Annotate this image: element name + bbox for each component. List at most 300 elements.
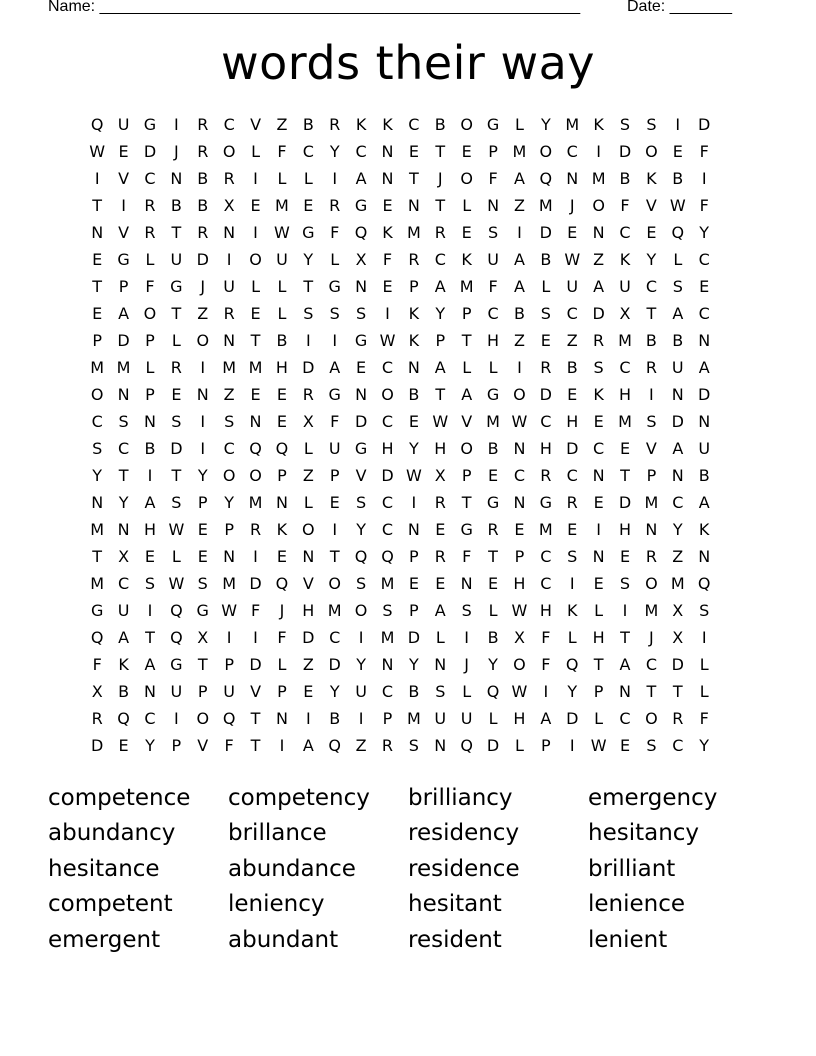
word-bank-item: competent	[48, 891, 173, 918]
grid-letter: L	[251, 277, 260, 296]
grid-letter: R	[302, 385, 314, 404]
grid-letter: E	[461, 142, 472, 161]
grid-letter: R	[144, 196, 156, 215]
grid-letter: C	[144, 169, 156, 188]
grid-letter: P	[488, 142, 498, 161]
grid-letter: U	[170, 250, 183, 269]
grid-letter: S	[646, 412, 657, 431]
grid-letter: S	[224, 412, 235, 431]
grid-letter: I	[596, 520, 601, 539]
grid-letter: K	[593, 385, 604, 404]
grid-letter: L	[567, 628, 577, 647]
grid-letter: F	[382, 250, 393, 269]
grid-letter: O	[592, 196, 605, 215]
grid-letter: P	[461, 304, 472, 323]
grid-letter: L	[303, 493, 313, 512]
grid-letter: I	[649, 385, 654, 404]
grid-letter: I	[174, 709, 179, 728]
grid-letter: F	[277, 142, 287, 161]
grid-letter: M	[618, 412, 632, 431]
grid-letter: P	[145, 385, 155, 404]
grid-letter: P	[277, 466, 287, 485]
grid-letter: E	[593, 574, 604, 593]
grid-letter: G	[170, 277, 183, 296]
grid-letter: B	[170, 196, 182, 215]
grid-letter: R	[170, 358, 182, 377]
grid-letter: Y	[488, 655, 498, 674]
grid-letter: G	[486, 493, 500, 512]
grid-letter: A	[434, 601, 446, 620]
grid-letter: P	[92, 331, 103, 350]
grid-letter: E	[567, 520, 578, 539]
grid-letter: N	[381, 169, 394, 188]
grid-letter: I	[94, 169, 100, 188]
grid-letter: L	[541, 277, 551, 296]
word-bank-item: abundancy	[48, 820, 176, 847]
grid-row	[84, 138, 744, 165]
grid-letter: S	[540, 304, 551, 323]
word-bank-item: brilliancy	[408, 784, 513, 811]
grid-letter: A	[513, 169, 525, 188]
grid-letter: S	[646, 736, 657, 755]
grid-letter: L	[277, 304, 287, 323]
grid-letter: D	[618, 142, 632, 161]
grid-letter: L	[673, 250, 683, 269]
grid-letter: K	[408, 304, 420, 323]
grid-letter: S	[303, 304, 314, 323]
grid-letter: L	[514, 115, 524, 134]
grid-row	[84, 732, 744, 759]
grid-letter: I	[279, 736, 285, 755]
word-bank-item: leniency	[228, 891, 325, 918]
grid-letter: Q	[697, 574, 711, 593]
grid-letter: L	[514, 736, 524, 755]
grid-letter: S	[382, 601, 393, 620]
grid-letter: L	[594, 601, 604, 620]
grid-letter: N	[91, 223, 104, 242]
grid-letter: N	[434, 655, 447, 674]
grid-letter: D	[117, 331, 130, 350]
grid-letter: N	[196, 385, 209, 404]
grid-letter: S	[118, 412, 129, 431]
grid-letter: Y	[329, 142, 340, 161]
grid-letter: H	[513, 709, 526, 728]
grid-letter: B	[434, 115, 446, 134]
grid-letter: P	[224, 520, 234, 539]
grid-letter: D	[539, 385, 552, 404]
grid-letter: E	[92, 304, 103, 323]
grid-row	[84, 678, 744, 705]
grid-letter: W	[274, 223, 290, 242]
grid-letter: W	[379, 331, 396, 350]
grid-letter: O	[645, 709, 658, 728]
grid-letter: F	[620, 196, 630, 215]
grid-letter: A	[672, 439, 684, 458]
word-bank-item: hesitance	[48, 855, 160, 882]
grid-letter: Y	[435, 304, 446, 323]
grid-letter: Z	[672, 547, 684, 566]
grid-row	[84, 570, 744, 597]
grid-letter: C	[672, 493, 684, 512]
grid-letter: E	[619, 547, 631, 566]
grid-letter: K	[382, 115, 393, 134]
grid-letter: A	[434, 358, 446, 377]
grid-letter: A	[593, 277, 605, 296]
grid-letter: B	[487, 628, 499, 647]
grid-letter: I	[253, 628, 258, 647]
grid-letter: H	[618, 520, 632, 539]
grid-letter: I	[253, 223, 258, 242]
grid-letter: T	[461, 493, 472, 512]
grid-letter: Z	[197, 304, 209, 323]
grid-letter: P	[409, 277, 419, 296]
grid-letter: P	[461, 466, 472, 485]
grid-letter: L	[330, 250, 340, 269]
grid-letter: Q	[170, 601, 183, 620]
grid-letter: C	[645, 655, 657, 674]
grid-letter: V	[461, 412, 473, 431]
grid-letter: Z	[223, 385, 235, 404]
grid-letter: W	[590, 736, 607, 755]
grid-letter: Q	[671, 223, 685, 242]
grid-letter: B	[672, 331, 684, 350]
grid-letter: D	[671, 412, 684, 431]
grid-letter: S	[356, 574, 367, 593]
grid-letter: E	[303, 196, 314, 215]
grid-letter: B	[513, 304, 525, 323]
grid-letter: C	[619, 709, 631, 728]
grid-letter: T	[92, 277, 103, 296]
grid-letter: E	[303, 682, 314, 701]
grid-letter: N	[91, 493, 104, 512]
grid-letter: Z	[276, 115, 288, 134]
grid-letter: H	[566, 412, 579, 431]
grid-letter: N	[698, 547, 711, 566]
grid-letter: N	[566, 169, 579, 188]
grid-letter: T	[250, 736, 261, 755]
grid-letter: D	[143, 142, 157, 161]
grid-letter: E	[593, 412, 604, 431]
grid-letter: E	[144, 547, 156, 566]
grid-letter: I	[464, 628, 470, 647]
grid-letter: O	[381, 385, 394, 404]
grid-letter: D	[618, 493, 632, 512]
grid-letter: T	[250, 709, 261, 728]
grid-letter: F	[330, 223, 340, 242]
grid-letter: N	[223, 547, 236, 566]
grid-letter: S	[593, 358, 604, 377]
grid-letter: V	[250, 682, 262, 701]
grid-letter: B	[540, 250, 552, 269]
grid-letter: I	[147, 601, 153, 620]
grid-letter: E	[567, 385, 578, 404]
grid-letter: G	[170, 655, 183, 674]
grid-letter: D	[486, 736, 500, 755]
grid-letter: Z	[302, 655, 314, 674]
grid-letter: I	[332, 169, 338, 188]
grid-letter: F	[250, 601, 261, 620]
grid-letter: B	[672, 169, 684, 188]
grid-letter: Q	[275, 574, 289, 593]
grid-letter: E	[250, 304, 261, 323]
grid-letter: U	[355, 682, 367, 701]
grid-letter: D	[354, 412, 368, 431]
grid-letter: P	[382, 709, 393, 728]
grid-letter: B	[408, 385, 420, 404]
grid-letter: E	[276, 547, 287, 566]
grid-letter: K	[646, 169, 657, 188]
grid-letter: M	[222, 358, 237, 377]
grid-letter: O	[513, 655, 526, 674]
grid-letter: M	[538, 196, 553, 215]
grid-letter: K	[382, 223, 393, 242]
grid-letter: X	[302, 412, 314, 431]
grid-letter: E	[92, 250, 103, 269]
grid-letter: W	[564, 250, 581, 269]
grid-letter: F	[277, 628, 287, 647]
grid-letter: T	[435, 142, 446, 161]
grid-letter: I	[226, 250, 232, 269]
grid-row	[84, 489, 744, 516]
grid-row	[84, 651, 744, 678]
grid-letter: N	[302, 547, 315, 566]
word-bank-row	[48, 780, 768, 816]
grid-letter: N	[671, 385, 684, 404]
grid-letter: Q	[565, 655, 579, 674]
word-bank-item: residence	[408, 855, 520, 882]
grid-letter: W	[405, 466, 422, 485]
grid-letter: J	[174, 142, 179, 161]
grid-letter: F	[699, 142, 709, 161]
grid-letter: J	[437, 169, 443, 188]
grid-letter: A	[355, 169, 367, 188]
grid-letter: S	[487, 223, 499, 242]
grid-letter: Q	[381, 547, 394, 566]
grid-letter: C	[381, 358, 394, 377]
grid-letter: P	[171, 736, 182, 755]
grid-letter: J	[649, 628, 654, 647]
grid-letter: N	[592, 547, 605, 566]
grid-letter: B	[118, 682, 130, 701]
grid-letter: L	[171, 547, 181, 566]
grid-letter: N	[143, 682, 156, 701]
grid-letter: C	[434, 250, 446, 269]
grid-letter: R	[223, 169, 235, 188]
grid-letter: X	[355, 250, 367, 269]
grid-letter: V	[118, 169, 130, 188]
grid-letter: I	[675, 115, 681, 134]
grid-letter: R	[329, 196, 341, 215]
grid-letter: N	[592, 466, 605, 485]
grid-letter: K	[566, 601, 578, 620]
grid-letter: E	[408, 412, 419, 431]
grid-letter: N	[355, 277, 368, 296]
grid-letter: D	[170, 439, 183, 458]
grid-letter: O	[354, 601, 368, 620]
grid-letter: W	[221, 601, 238, 620]
grid-letter: K	[355, 115, 367, 134]
word-bank-item: hesitant	[408, 891, 502, 918]
grid-letter: E	[435, 520, 446, 539]
grid-letter: Z	[513, 196, 525, 215]
grid-letter: Y	[329, 682, 340, 701]
grid-letter: T	[620, 628, 630, 647]
grid-letter: C	[698, 304, 710, 323]
grid-letter: U	[671, 358, 684, 377]
grid-letter: T	[435, 385, 446, 404]
word-bank-item: brilliant	[588, 855, 676, 882]
grid-letter: L	[277, 169, 287, 188]
grid-letter: E	[646, 223, 657, 242]
grid-letter: X	[118, 547, 130, 566]
grid-letter: E	[435, 574, 446, 593]
grid-letter: R	[223, 304, 235, 323]
grid-letter: B	[698, 466, 710, 485]
grid-letter: B	[487, 439, 499, 458]
grid-letter: I	[569, 736, 575, 755]
grid-letter: V	[645, 439, 657, 458]
grid-letter: L	[462, 358, 472, 377]
grid-letter: I	[305, 709, 311, 728]
grid-row	[84, 273, 744, 300]
grid-letter: Q	[486, 682, 500, 701]
grid-letter: U	[117, 601, 130, 620]
grid-letter: S	[356, 493, 367, 512]
grid-letter: U	[170, 682, 183, 701]
grid-letter: C	[513, 466, 526, 485]
grid-letter: T	[672, 682, 683, 701]
grid-letter: X	[197, 628, 209, 647]
grid-letter: N	[275, 493, 288, 512]
grid-row	[84, 111, 744, 138]
grid-letter: O	[143, 304, 157, 323]
grid-letter: C	[329, 628, 341, 647]
grid-letter: B	[197, 196, 209, 215]
grid-letter: N	[407, 520, 420, 539]
grid-letter: A	[513, 250, 525, 269]
grid-letter: I	[147, 466, 153, 485]
grid-letter: H	[592, 628, 605, 647]
grid-letter: R	[540, 466, 552, 485]
grid-letter: E	[567, 223, 578, 242]
grid-letter: P	[409, 547, 419, 566]
grid-letter: I	[332, 520, 338, 539]
grid-letter: N	[275, 709, 288, 728]
grid-letter: S	[144, 574, 156, 593]
grid-letter: E	[171, 385, 182, 404]
grid-letter: E	[118, 736, 129, 755]
grid-letter: H	[513, 574, 526, 593]
grid-letter: G	[354, 439, 368, 458]
grid-letter: M	[380, 628, 395, 647]
grid-letter: X	[223, 196, 235, 215]
grid-letter: T	[488, 547, 498, 566]
grid-letter: N	[671, 466, 684, 485]
grid-letter: T	[646, 682, 657, 701]
grid-letter: F	[488, 277, 498, 296]
grid-letter: R	[672, 709, 684, 728]
grid-letter: E	[461, 223, 472, 242]
grid-letter: J	[464, 655, 470, 674]
grid-letter: E	[329, 493, 340, 512]
grid-letter: R	[434, 223, 446, 242]
grid-letter: D	[566, 439, 579, 458]
grid-row	[84, 327, 744, 354]
grid-letter: E	[488, 574, 499, 593]
grid-letter: A	[619, 655, 631, 674]
grid-letter: C	[566, 304, 578, 323]
grid-letter: C	[540, 412, 552, 431]
grid-letter: T	[593, 655, 604, 674]
grid-letter: S	[672, 277, 683, 296]
grid-letter: O	[90, 385, 104, 404]
grid-letter: I	[543, 682, 549, 701]
grid-letter: R	[487, 520, 499, 539]
grid-letter: S	[171, 412, 182, 431]
grid-letter: R	[540, 358, 552, 377]
grid-letter: D	[698, 115, 711, 134]
grid-letter: O	[302, 520, 315, 539]
grid-row	[84, 435, 744, 462]
grid-letter: U	[434, 709, 447, 728]
grid-letter: S	[356, 304, 367, 323]
grid-letter: C	[698, 250, 710, 269]
grid-letter: F	[224, 736, 234, 755]
grid-letter: B	[408, 682, 420, 701]
grid-letter: E	[672, 142, 683, 161]
word-bank-item: hesitancy	[588, 820, 700, 847]
grid-letter: F	[541, 655, 551, 674]
grid-letter: F	[92, 655, 102, 674]
grid-letter: K	[118, 655, 129, 674]
grid-letter: B	[276, 331, 288, 350]
grid-letter: C	[540, 574, 552, 593]
grid-letter: N	[381, 655, 394, 674]
grid-letter: R	[381, 736, 394, 755]
grid-letter: C	[144, 709, 156, 728]
grid-letter: G	[302, 223, 315, 242]
grid-letter: P	[514, 547, 525, 566]
grid-letter: M	[406, 223, 421, 242]
grid-letter: S	[699, 601, 710, 620]
grid-letter: Q	[460, 736, 473, 755]
grid-letter: I	[253, 547, 258, 566]
grid-letter: C	[408, 115, 420, 134]
grid-letter: F	[699, 196, 709, 215]
grid-letter: S	[619, 574, 631, 593]
grid-letter: D	[381, 466, 394, 485]
grid-letter: E	[699, 277, 710, 296]
grid-letter: I	[200, 358, 206, 377]
grid-letter: D	[302, 628, 315, 647]
grid-letter: N	[249, 412, 262, 431]
grid-letter: R	[197, 142, 209, 161]
grid-letter: X	[513, 628, 525, 647]
grid-letter: Y	[646, 250, 657, 269]
grid-letter: L	[699, 655, 709, 674]
grid-letter: Y	[145, 736, 155, 755]
grid-letter: M	[90, 574, 105, 593]
grid-letter: O	[249, 466, 262, 485]
grid-letter: S	[435, 682, 446, 701]
grid-letter: U	[460, 709, 473, 728]
grid-letter: L	[171, 331, 181, 350]
grid-letter: L	[145, 358, 155, 377]
grid-letter: Y	[567, 682, 578, 701]
grid-letter: T	[171, 304, 182, 323]
grid-letter: E	[276, 412, 287, 431]
grid-letter: G	[143, 115, 157, 134]
